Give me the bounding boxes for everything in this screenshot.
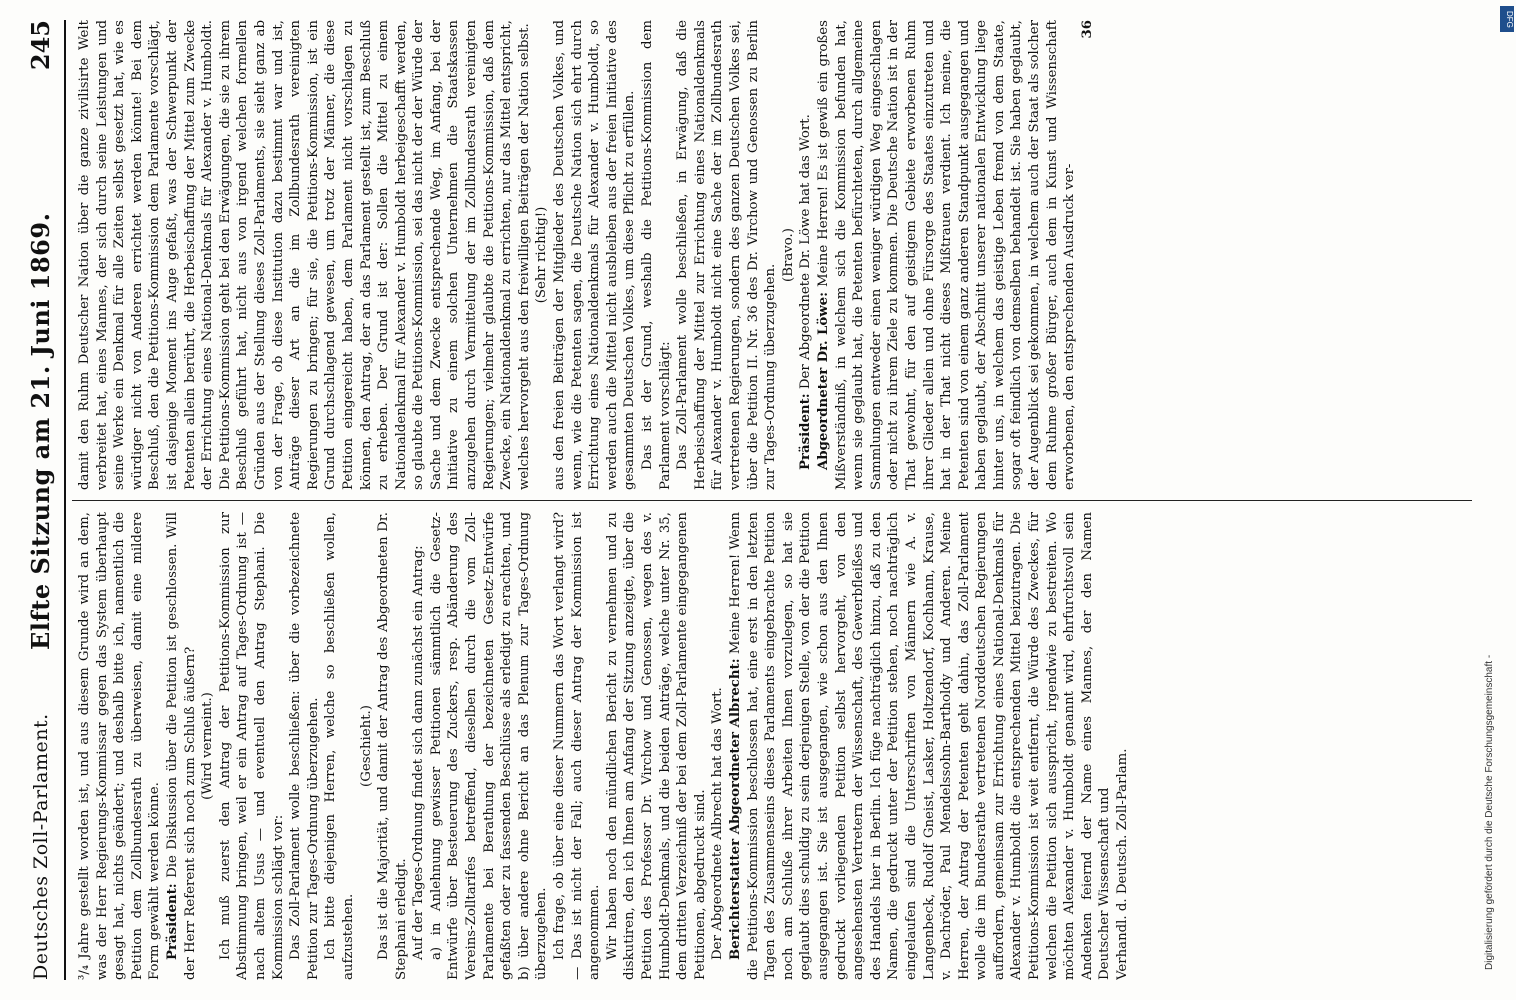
paragraph-text: Meine Herren! Wenn die Petitions-Kommission beschlossen hat, eine erst in den letzten Tagen des Zusammenseins dieses Parlaments eingebrachte Petition noch am Schluße ihrer Arbeiten Ihnen vorzulegen, so hat sie geglaubt dies schuldig zu sein derjenigen Stelle, von der die Petition ausgegangen ist. Sie ist ausgegangen, wie schon aus den Ihnen gedruckt vorliegenden Petition selbst hervorgeht, von den angesehensten Vertretern der Wissenschaft, des Gewerbfleißes und des Handels hier in Berlin. Ich füge nachträglich hinzu, daß zu den Namen, die gedruckt unter der Petition stehen, noch nachträglich eingelaufen sind die Unterschriften von Männern wie A. v. Langenbeck, Rudolf Gneist, Lasker, Holtzendorf, Kochhann, Krause, v. Dachröder, Paul Mendelssohn-Bartholdy und Anderen. Meine Herren, der Antrag der Petenten geht dahin, das Zoll-Parlament wolle die im Bundesrathe vertretenen Norddeutschen Regierungen auffordern, gemeinsam zur Errichtung eines National-Denkmals für Alexander v. Humboldt die entsprechenden Mittel beizutragen. Die Petitions-Kommission ist weit entfernt, die Würde des Zweckes, für welchen die Petition sich ausspricht, irgendwie zu bestreiten. Wo möchten Alexander v. Humboldt genannt wird, ehrfurchtsvoll sein Andenken feiernd der Name eines Mannes, der den Namen Deutscher Wissenschaft und xyxy=(727,512,1113,980)
paragraph xyxy=(164,512,199,980)
header-left-title: Deutsches Zoll-Parlament. xyxy=(30,713,52,980)
speaker-label: Abgeordneter Dr. Löwe: xyxy=(815,291,831,470)
paragraph-text: Die Diskussion über die Petition ist geschlossen. Will der Herr Referent sich noch zum Schluß äußern? xyxy=(164,512,198,980)
page-number: 245 xyxy=(26,20,55,71)
digitization-stamp xyxy=(1484,10,1512,990)
remark: (Bravo.) xyxy=(780,228,796,282)
footer-note: Verhandl. d. Deutsch. Zoll-Parlam. xyxy=(1115,748,1131,980)
right-column xyxy=(76,20,1471,490)
paragraph: a) in Anlehnung gewisser Petitionen sämmtlich die Gesetz-Entwürfe über Besteuerung des Zuckers, resp. Abänderung des Vereins-Zolltarifes betreffend, dieselben durch die vom Zoll-Parlamente bei Berathung der bezeichneten Gesetz-Entwürfe gefaßten oder zu fassenden Beschlüsse als erledigt zu erachten, und b) über andere ohne Bericht an das Plenum zur Tages-Ordnung überzugehen. xyxy=(428,512,550,980)
remark: (Geschieht.) xyxy=(358,705,374,787)
paragraph: damit den Ruhm Deutscher Nation über die ganze zivilisirte Welt verbreitet hat, eines Mannes, der sich durch seine Leistungen und seine Werke ein Denkmal für alle Zeiten selbst gesetzt hat, wie es würdiger nicht von Anderen errichtet werden könnte! Bei dem Beschluß, den die Petitions-Kommission dem Parlamente vorschlägt, ist dasjenige Moment ins Auge gefaßt, was der Schwerpunkt der Petenten allein berührt, die Herbeischaffung der Mittel zum Zwecke der Errichtung eines National-Denkmals für Alexander v. Humboldt. Die Petitions-Kommission geht bei den Erwägungen, die sie zu ihrem Beschluß geführt hat, nicht aus von irgend welchen formellen Gründen aus der Stellung dieses Zoll-Parlaments, sie sieht ganz ab von der Frage, ob diese Institution dazu bestimmt war und ist, Anträge dieser Art an die im Zollbundesrath vereinigten Regierungen zu bringen; für sie, die Petitions-Kommission, ist ein Grund durchschlagend gewesen, um trotz der Männer, die diese Petition eingereicht haben, dem Parlament nicht vorschlagen zu können, den Antrag, der an das Parlament gestellt ist, zum Beschluß zu erheben. Der Grund ist der: Sollen die Mittel zu einem Nationaldenkmal für Alexander v. Humboldt herbeigeschafft werden, so glaubte die Petitions-Kommission, sei das nicht der der Würde der Sache und dem Zwecke entsprechende Weg, im Anfang, bei der Initiative zu einem solchen Unternehmen die Staatskassen anzugehen durch Vermittelung der im Zollbundesrath vereinigten Regierungen; vielmehr glaubte die Petitions-Kommission, daß dem Zwecke, ein Nationaldenkmal zu errichten, nur das Mittel entspricht, welches hervorgeht aus den freiwilligen Beiträgen der Nation selbst. xyxy=(77,20,532,490)
dfg-logo: DFG xyxy=(1500,6,1514,32)
paragraph: Ich muß zuerst den Antrag der Petitions-Kommission zur Abstimmung bringen, weil er ein Antrag auf Tages-Ordnung ist — nach altem Usus — und eventuell den Antrag Stephani. Die Kommission schlägt vor: xyxy=(217,512,286,980)
paragraph: Ich frage, ob über eine dieser Nummern das Wort verlangt wird? — Das ist nicht der Fall; auch dieser Antrag der Kommission ist angenommen. xyxy=(552,512,603,980)
page-header xyxy=(24,20,66,980)
paragraph xyxy=(815,20,1079,490)
sheet-number: 36 xyxy=(1079,20,1095,39)
paragraph: Wir haben noch den mündlichen Bericht zu vernehmen und zu diskutiren, den ich Ihnen am Anfang der Sitzung anzeigte, über die Petition des Professor Dr. Virchow und Genossen, wegen des v. Humboldt-Denkmals, und die beiden Anträge, welche unter Nr. 35, dem dritten Verzeichniß der bei dem Zoll-Parlamente eingegangenen Petitionen, abgedruckt sind. xyxy=(604,512,708,980)
paragraph: aus den freien Beiträgen der Mitglieder des Deutschen Volkes, und wenn, wie die Petenten sagen, die Deutsche Nation sich ehrt durch Errichtung eines Nationaldenkmals für Alexander v. Humboldt, so werden auch die Mittel nicht ausbleiben aus der freien Initiative des gesammten Deutschen Volkes, um diese Pflicht zu erfüllen. xyxy=(552,20,638,490)
remark: (Wird verneint.) xyxy=(200,692,216,800)
speaker-label: Berichterstatter Abgeordneter Albrecht: xyxy=(727,658,743,960)
remark: (Sehr richtig!) xyxy=(534,206,550,304)
stamp-text: Digitalisierung gefördert durch die Deutsche Forschungsgemeinschaft - xyxy=(1484,654,1495,970)
paragraph-text: Meine Herren! Es ist gewiß ein großes Mißverständniß, in welchem sich die Kommission befunden hat, wenn sie geglaubt hat, die Petenten befürchteten, durch allgemeine Sammlungen entweder einen weniger würdigen Weg eingeschlagen oder nicht zu ihrem Ziele zu kommen. Die Deutsche Nation ist in der That gewohnt, für den auf geistigem Gebiete erworbenen Ruhm ihrer Glieder allein und ohne Fürsorge des Staates einzutreten und hat in der That nicht dieses Mißtrauen verdient. Ich meine, die Petenten sind von einem ganz anderen Standpunkt ausgegangen und haben geglaubt, der Abschnitt unserer nationalen Entwicklung liege hinter uns, in welchem das geistige Leben fremd von dem Staate, sogar oft feindlich von demselben behandelt ist. Sie haben geglaubt, der Augenblick sei gekommen, in welchem auch der Staat als solcher dem Ruhme großer Bürger, auch dem in Kunst und Wissenschaft erworbenen, den entsprechenden Ausdruck ver- xyxy=(815,20,1078,490)
paragraph: Ich bitte diejenigen Herren, welche so beschließen wollen, aufzustehen. xyxy=(323,512,356,980)
paragraph xyxy=(727,512,1114,980)
rotated-page-content xyxy=(20,20,1475,980)
speaker-label: Präsident: xyxy=(798,393,814,470)
left-column xyxy=(76,512,1471,980)
paragraph: Das Zoll-Parlament wolle beschließen, in Erwägung, daß die Herbeischaffung der Mittel zur Errichtung eines Nationaldenkmals für Alexander v. Humboldt nicht eine Sache der im Zollbundesrath vertretenen Regierungen, sondern des ganzen Deutschen Volkes sei, über die Petition II. Nr. 36 des Dr. Virchow und Genossen zu Berlin zur Tages-Ordnung überzugehen. xyxy=(675,20,779,490)
paragraph: Der Abgeordnete Albrecht hat das Wort. xyxy=(710,687,726,960)
speaker-label: Präsident: xyxy=(164,883,180,960)
header-session-title: Elfte Sitzung am 21. Juni 1869. xyxy=(26,212,55,650)
paragraph xyxy=(797,20,815,490)
paragraph: ³/₄ Jahre gestellt worden ist, und aus diesem Grunde wird an dem, was der Herr Regierungs-Kommissar gegen das System überhaupt gesagt hat, nichts geändert; und deshalb bitte ich, namentlich die Petition dem Zollbundesrath zu überweisen, damit eine mildere Form gewählt werden könne. xyxy=(77,512,163,980)
column-divider xyxy=(72,500,1472,501)
paragraph-text: Der Abgeordnete Dr. Löwe hat das Wort. xyxy=(798,114,814,390)
paragraph: Auf der Tages-Ordnung findet sich dann zunächst ein Antrag: xyxy=(411,545,427,960)
paragraph: Das ist die Majorität, und damit der Antrag des Abgeordneten Dr. Stephani erledigt. xyxy=(376,512,409,980)
paragraph: Das ist der Grund, weshalb die Petitions-Kommission dem Parlament vorschlägt: xyxy=(640,20,673,490)
paragraph: Das Zoll-Parlament wolle beschließen: über die vorbezeichnete Petition zur Tages-Ordnung überzugehen. xyxy=(288,512,321,980)
